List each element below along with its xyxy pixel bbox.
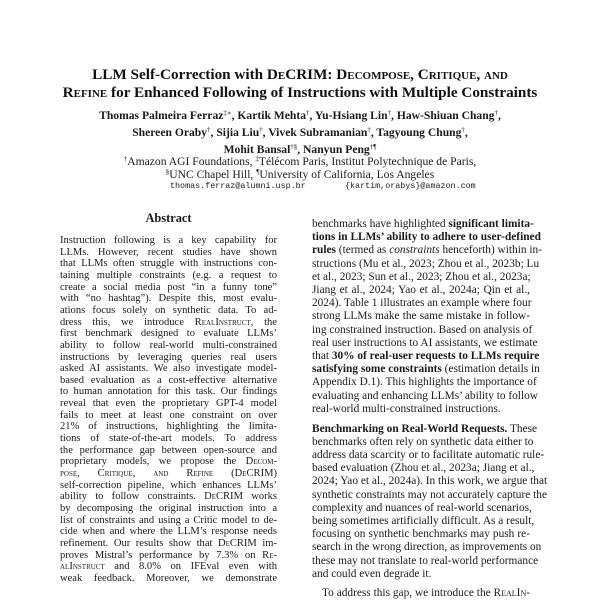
abstract-line xyxy=(60,445,277,457)
paper-title-line-2 xyxy=(0,84,600,102)
text-segment: dress this, we introduce xyxy=(60,316,195,328)
text-segment: , Sijia Liu xyxy=(210,125,260,139)
abstract-line xyxy=(60,363,277,375)
text-segment: Benchmarking on Real-World Requests. xyxy=(312,422,508,435)
abstract-line xyxy=(60,305,277,317)
text-segment: fails to meet at least one constraint on over xyxy=(60,409,277,421)
paper-title-line-1 xyxy=(0,66,600,84)
text-segment: asked AI assistants. We also investigate model- xyxy=(60,363,277,375)
body-line xyxy=(312,554,539,568)
text-segment: Thomas Palmeira Ferraz xyxy=(99,108,224,122)
text-segment: Instruction following is a key capability for xyxy=(60,235,277,246)
text-segment: (estimation details in xyxy=(441,363,540,376)
affiliation-marker: † xyxy=(367,126,371,134)
text-segment: ( xyxy=(213,468,235,479)
text-segment: 2024). Table 1 illustrates an example where four xyxy=(312,297,532,310)
email-1: thomas.ferraz@alumni.usp.br xyxy=(170,181,306,191)
body-line xyxy=(312,514,535,528)
text-segment: , Tagyoung Chung xyxy=(370,125,462,139)
text-segment: significant limita- xyxy=(448,218,534,230)
body-line xyxy=(312,231,541,244)
abstract-line xyxy=(60,410,277,422)
body-line xyxy=(312,502,530,515)
text-segment: DeCRIM xyxy=(234,468,274,479)
body-line xyxy=(312,448,545,462)
affiliation-marker: †§ xyxy=(290,143,298,151)
body-line xyxy=(322,587,530,600)
text-segment: works xyxy=(242,491,277,503)
text-segment: rules xyxy=(312,244,336,257)
text-segment: for Enhanced Following of Instructions with Multiple Constraints xyxy=(107,84,538,101)
text-segment: benchmarks often rely on synthetic data either to xyxy=(312,435,534,448)
text-segment: address data scarcity or to facilitate automatic rule- xyxy=(312,448,545,461)
text-segment: by decomposing the original instruction into a xyxy=(60,502,277,514)
text-segment: DeCRIM: Decompose, Critique, and xyxy=(266,66,508,83)
text-segment: real user instructions to AI assistants, we estimate xyxy=(312,336,538,349)
text-segment: ing constrained instruction. Based on analysis of xyxy=(312,323,533,336)
text-segment: tions of state-of-the-art models. To address xyxy=(60,433,277,445)
affiliation-line-2 xyxy=(0,166,600,181)
text-segment: UNC Chapel Hill, xyxy=(169,167,257,181)
text-segment: Amazon AGI Foundations, xyxy=(127,154,256,168)
text-segment: Appendix D.1). This highlights the importance of xyxy=(312,376,537,389)
abstract-line xyxy=(60,352,277,364)
text-segment: ability to follow real-world multi-constrained xyxy=(60,339,277,351)
body-line xyxy=(312,403,530,416)
text-segment: DeCRIM xyxy=(204,491,243,503)
text-segment: that xyxy=(312,350,332,362)
text-segment: ability to follow constraints. xyxy=(60,491,205,503)
text-segment: DeCRIM xyxy=(217,537,257,549)
text-segment: and 8.0% on IFEval even with xyxy=(104,561,277,573)
text-segment: focusing on synthetic benchmarks may push re- xyxy=(312,528,530,541)
text-segment: ations focus solely on synthetic data. To ad- xyxy=(60,304,277,316)
text-segment: , Nanyun Peng xyxy=(297,142,370,156)
author-list-line-1 xyxy=(0,106,600,123)
text-segment: , Haw-Shiuan Chang xyxy=(391,108,495,122)
abstract-line xyxy=(60,317,277,329)
text-segment: based evaluation (Zhou et al., 2023a; Jiang et al., xyxy=(312,462,535,475)
text-segment: ) xyxy=(273,468,277,479)
text-segment: To address this gap, we introduce the xyxy=(322,587,494,600)
abstract-line xyxy=(60,503,277,515)
body-line xyxy=(312,389,538,403)
abstract-line xyxy=(60,328,277,340)
body-line xyxy=(312,218,534,231)
abstract-line xyxy=(60,421,277,433)
abstract-line xyxy=(60,526,277,538)
affiliation-marker: ‡ xyxy=(255,155,259,163)
body-line xyxy=(312,271,530,284)
abstract-line xyxy=(60,550,277,562)
text-segment: et al., 2023; Sun et al., 2023; Zhou et al., 2023a; xyxy=(312,270,531,283)
body-line xyxy=(312,376,537,389)
body-line xyxy=(312,475,548,488)
abstract-line xyxy=(60,491,277,503)
affiliation-marker: † xyxy=(207,126,211,134)
text-segment: 21% of instructions, highlighting the limita- xyxy=(60,421,277,433)
text-segment: the performance gap between open-source and xyxy=(60,444,277,456)
text-segment: 30% of real-user requests to LLMs require xyxy=(331,350,540,362)
abstract-line xyxy=(60,433,277,445)
abstract-line xyxy=(60,247,277,259)
body-line xyxy=(312,350,540,363)
text-segment: satisfying some constraints xyxy=(312,363,442,376)
abstract-line xyxy=(60,456,277,468)
text-segment: proprietary models, we propose the xyxy=(60,456,246,468)
text-segment: Shereen Oraby xyxy=(132,125,208,139)
abstract-line xyxy=(60,573,277,585)
text-segment: refinement. Our results show that xyxy=(60,537,218,549)
text-segment: Mohit Bansal xyxy=(223,142,291,156)
body-line xyxy=(312,297,530,310)
abstract-line xyxy=(60,480,277,492)
text-segment: henceforth) within in- xyxy=(439,244,542,257)
body-line xyxy=(312,422,538,436)
affiliation-marker: ‡∗ xyxy=(223,109,232,117)
body-line xyxy=(312,541,542,554)
text-segment: LLM Self-Correction with xyxy=(92,66,267,83)
abstract-line xyxy=(60,468,277,480)
text-segment: RealInstruct xyxy=(194,316,251,328)
body-line xyxy=(312,310,530,323)
affiliation-marker: § xyxy=(165,168,170,176)
text-segment: structions (Mu et al., 2023; Zhou et al., 2023b; Lu xyxy=(312,257,540,270)
text-segment: instructions by leveraging queries real users xyxy=(60,351,277,363)
text-segment: These xyxy=(507,422,538,435)
author-list-line-2 xyxy=(0,123,600,140)
text-segment: Refine xyxy=(62,84,108,101)
text-segment: , xyxy=(497,108,501,122)
affiliation-marker: † xyxy=(461,126,465,134)
text-segment: tions in LLMs’ ability to adhere to user-defined xyxy=(312,231,541,244)
abstract-line xyxy=(60,293,277,305)
text-segment: , xyxy=(464,125,468,139)
text-segment: list of constraints and using a Critic model to de- xyxy=(60,514,277,526)
abstract-line xyxy=(60,538,277,550)
affiliation-marker: † xyxy=(123,155,128,163)
text-segment: that LLMs often struggle with instructions con- xyxy=(60,258,277,270)
text-segment: , Yu-Hsiang Lin xyxy=(309,108,388,122)
body-line xyxy=(312,488,547,502)
body-line xyxy=(312,435,534,449)
text-segment: these may not translate to real-world performance xyxy=(312,554,539,567)
text-segment: proves Mistral’s performance by 7.3% on xyxy=(60,549,263,561)
text-segment: synthetic constraints may not accurately capture the xyxy=(312,488,547,501)
text-segment: 2024; Yao et al., 2024a). In this work, we argue that xyxy=(312,475,548,488)
abstract-line xyxy=(60,398,277,410)
abstract-line xyxy=(60,235,277,247)
text-segment: (termed as xyxy=(335,244,390,257)
text-segment: being sometimes artificially difficult. As a result, xyxy=(312,514,535,527)
text-segment: weak feedback. Moreover, we demonstrate xyxy=(60,572,277,584)
body-line xyxy=(312,462,535,475)
text-segment: benchmarks have highlighted xyxy=(312,218,449,230)
text-segment: constraints xyxy=(389,244,440,257)
text-segment: complexity and nuances of real-world scenarios, xyxy=(312,501,532,514)
text-segment: evaluating and enhancing LLMs’ ability to follow xyxy=(312,389,538,402)
affiliation-marker: † xyxy=(494,109,498,117)
abstract-line xyxy=(60,386,277,398)
affiliation-marker: † xyxy=(387,109,392,117)
text-segment: Decom- xyxy=(245,456,277,468)
text-segment: create a social media post “in a funny tone” xyxy=(60,281,277,293)
text-segment: RealIn- xyxy=(493,587,530,600)
text-segment: cide when and where the LLM’s response needs xyxy=(60,526,277,538)
text-segment: LLMs. However, recent studies have shown xyxy=(60,246,277,258)
text-segment: Re- xyxy=(262,549,277,561)
text-segment: , Kartik Mehta xyxy=(231,108,306,122)
body-line xyxy=(312,336,538,350)
text-segment: search in the wrong direction, as improvements on xyxy=(312,541,542,554)
abstract-line xyxy=(60,258,277,270)
abstract-line xyxy=(60,340,277,352)
affiliation-marker: †¶ xyxy=(369,143,377,151)
text-segment: to human annotation for this task. Our findings xyxy=(60,386,277,398)
text-segment: self-correction pipeline, which enhances LLMs’ xyxy=(60,479,277,491)
affiliation-marker: † xyxy=(306,109,310,117)
text-segment: real-world multi-constrained instructions. xyxy=(312,402,501,415)
body-line xyxy=(312,323,533,337)
text-segment: , the xyxy=(250,316,277,328)
text-segment: pose, Critique, and Refine xyxy=(60,468,214,479)
text-segment: reveal that even the proprietary GPT-4 model xyxy=(60,398,277,410)
affiliation-marker: † xyxy=(259,126,263,134)
body-line xyxy=(312,528,530,541)
text-segment: Jiang et al., 2024; Yao et al., 2024a; Qin et al., xyxy=(312,284,530,296)
text-segment: and could even degrade it. xyxy=(312,567,432,580)
abstract-line xyxy=(60,561,277,573)
abstract-line xyxy=(60,282,277,294)
body-line xyxy=(312,363,540,376)
text-segment: im- xyxy=(256,537,277,549)
abstract-line xyxy=(60,270,277,282)
body-line xyxy=(312,244,542,257)
text-segment: based evaluation as a cost-effective alternative xyxy=(60,374,277,386)
affiliation-marker: ¶ xyxy=(256,168,260,176)
abstract-line xyxy=(60,375,277,387)
body-line xyxy=(312,568,530,581)
text-segment: alInstruct xyxy=(60,561,105,573)
abstract-line xyxy=(60,515,277,527)
text-segment: taining multiple constraints (e.g. a request to xyxy=(60,269,277,281)
text-segment: first benchmark designed to evaluate LLMs’ xyxy=(60,328,277,340)
body-line xyxy=(312,257,540,271)
email-2: {kartim,orabys}@amazon.com xyxy=(345,181,476,191)
text-segment: University of California, Los Angeles xyxy=(259,167,435,181)
text-segment: Télécom Paris, Institut Polytechnique de Paris, xyxy=(258,154,477,168)
text-segment: strong LLMs make the same mistake in follow- xyxy=(312,310,530,323)
abstract-heading: Abstract xyxy=(145,211,192,225)
text-segment: with “no hashtag”). Despite this, most evalu- xyxy=(60,293,277,305)
text-segment: , Vivek Subramanian xyxy=(262,125,368,139)
body-line xyxy=(312,284,530,297)
